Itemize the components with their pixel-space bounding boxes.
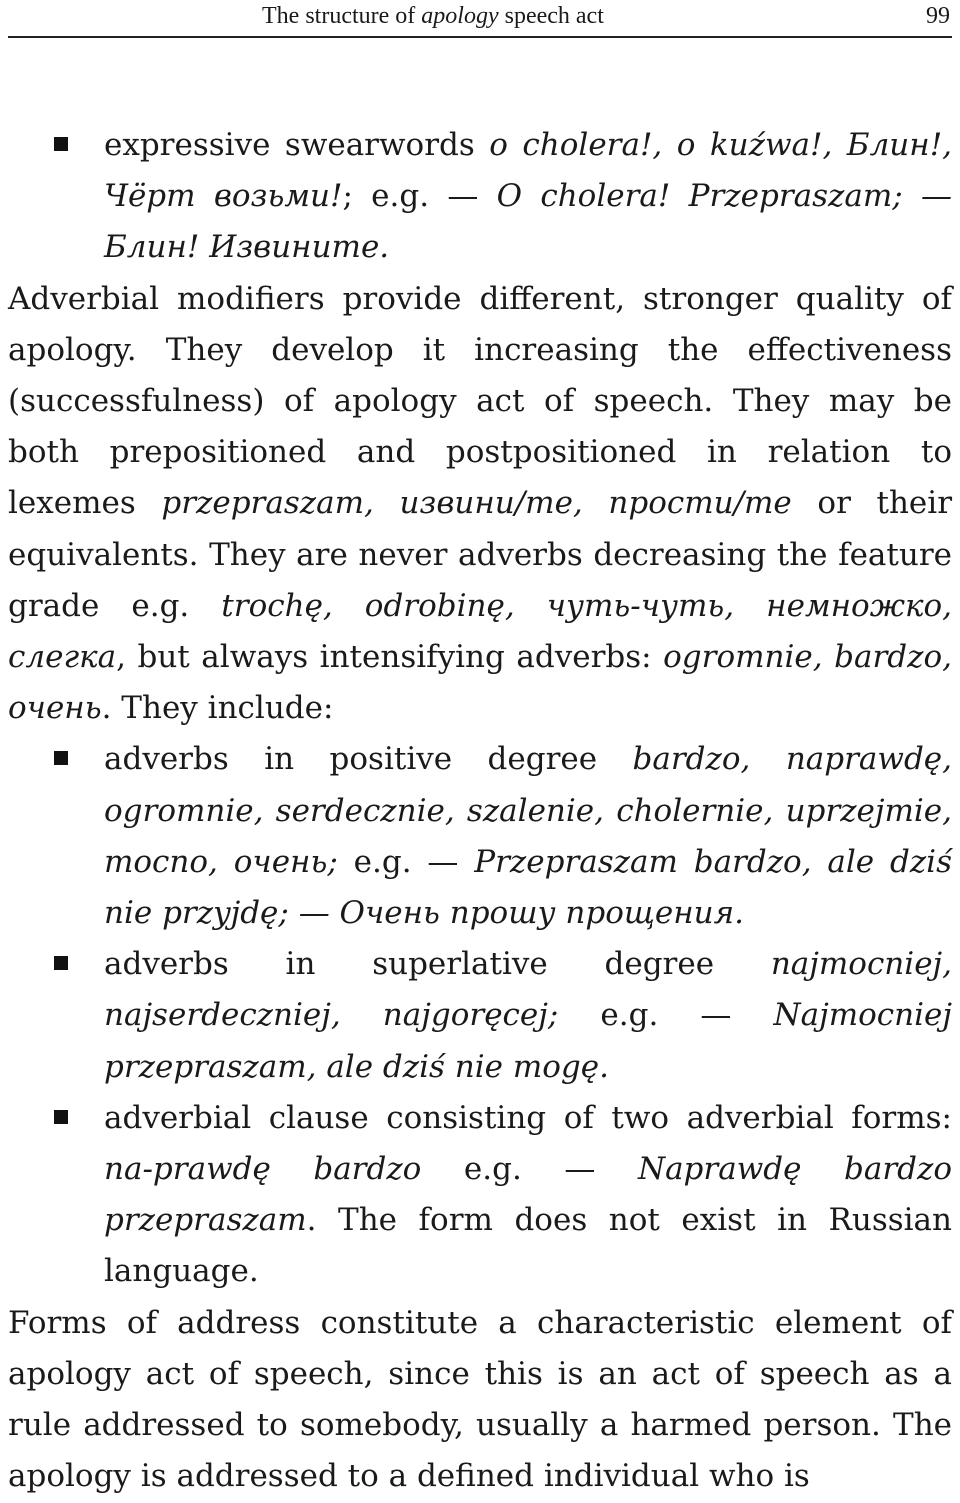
item-text: e.g. — — [337, 843, 475, 880]
item-text: adverbial clause consisting of two adverbial forms: — [104, 1099, 952, 1136]
item-text: adverbs in superlative degree — [104, 946, 771, 983]
item-text: . The form does not exist in Russian language. — [104, 1202, 952, 1290]
paragraph — [8, 1298, 952, 1503]
item-example: o cholera!, o kuźwa!, Блин!, Чёрт возьми! — [104, 127, 953, 215]
paragraph-example: trochę, odrobinę, чуть-чуть, немножко, слегка — [8, 587, 952, 676]
item-text: ; e.g. — — [342, 178, 497, 215]
paragraph-text: or their equivalents. They are never adverbs decreasing the feature grade e.g. — [8, 485, 953, 624]
item-text: e.g. — — [558, 997, 774, 1034]
paragraph-text: . They include: — [101, 690, 334, 727]
square-bullet-icon — [54, 1110, 68, 1124]
item-example: Najmocniej przepraszam, ale dziś nie mogę. — [104, 997, 952, 1085]
title-text: The structure of — [262, 3, 422, 29]
square-bullet-icon — [54, 751, 68, 765]
body-text — [8, 120, 952, 1502]
item-example: na-prawdę bardzo — [104, 1151, 422, 1188]
page-number: 99 — [926, 3, 950, 29]
list-item — [8, 1093, 952, 1298]
item-text: adverbs in positive degree — [104, 741, 633, 778]
list-item — [8, 120, 952, 274]
title-emphasis: apology — [421, 3, 499, 29]
title-text-end: speech act — [498, 3, 604, 29]
item-example: Przepraszam bardzo, ale dziś nie przyjdę; — Очень прошу прощения. — [104, 843, 952, 932]
item-example: Naprawdę bardzo przepraszam — [104, 1151, 952, 1239]
paragraph — [8, 274, 952, 735]
square-bullet-icon — [54, 137, 68, 151]
square-bullet-icon — [54, 956, 68, 970]
list-item — [8, 939, 952, 1093]
running-header — [8, 0, 952, 38]
item-example: O cholera! Przepraszam; — Блин! Извините. — [104, 178, 952, 266]
item-text: expressive swearwords — [104, 127, 490, 163]
bullet-list-swearwords — [8, 120, 952, 274]
bullet-list-adverbs — [8, 734, 952, 1297]
paragraph-text: Forms of address constitute a characteristic element of apology act of speech, since this is an act of speech as a rule addressed to somebody, usually a harmed person. The apology is addressed to a defined individual who is — [8, 1304, 952, 1495]
list-item — [8, 734, 952, 939]
running-title — [262, 0, 604, 32]
paragraph-example: ogromnie, bardzo, очень — [8, 639, 952, 727]
paragraph-text: Adverbial modifiers provide different, stronger quality of apology. They develop it increasing the effectiveness (successfulness) of apology act of speech. They may be both prepositioned and postpositioned in relation to lexemes — [8, 280, 952, 522]
item-example: najmocniej, najserdeczniej, najgoręcej; — [104, 946, 952, 1034]
item-text: e.g. — — [421, 1151, 638, 1188]
paragraph-example: przepraszam, извини/те, прости/те — [161, 485, 792, 522]
item-example: bardzo, naprawdę, ogromnie, serdecznie, szalenie, cholernie, uprzejmie, mocno, очень; — [104, 741, 952, 880]
paragraph-text: , but always intensifying adverbs: — [116, 639, 664, 676]
